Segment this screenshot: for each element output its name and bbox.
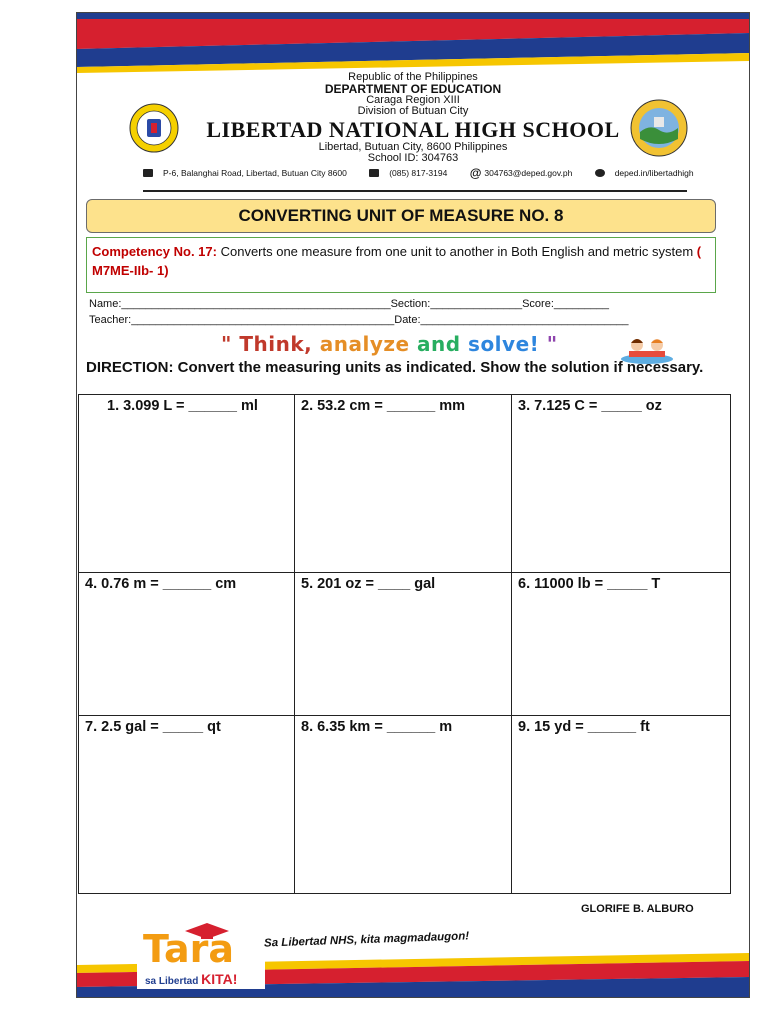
republic-line: Republic of the Philippines	[348, 71, 478, 83]
motto-part: " Think,	[221, 332, 313, 356]
name-field[interactable]: Name:____________________________________________	[89, 298, 391, 310]
phone-icon	[369, 169, 379, 177]
competency-box	[86, 237, 716, 293]
competency-text: Converts one measure from one unit to another in Both English and metric system	[216, 244, 694, 259]
department-line: DEPARTMENT OF EDUCATION	[324, 82, 502, 96]
problem-cell[interactable]: 6. 11000 lb = _____ T	[512, 573, 730, 716]
contact-email: @ 304763@deped.gov.ph	[469, 166, 573, 180]
logo-tara-text: Tara	[143, 927, 235, 971]
school-seal-icon	[630, 99, 688, 157]
info-row-1	[89, 298, 609, 310]
competency-label: Competency No. 17:	[92, 244, 217, 259]
school-id: School ID: 304763	[367, 152, 459, 164]
score-field[interactable]: Score:_________	[522, 298, 609, 310]
competency-code: ( M7ME-IIb- 1)	[92, 244, 702, 278]
problem-cell[interactable]: 8. 6.35 km = ______ m	[295, 716, 512, 893]
footer-tagline: Sa Libertad NHS, kita magmadaugon!	[263, 930, 470, 950]
school-name: LIBERTAD NATIONAL HIGH SCHOOL	[206, 117, 620, 142]
direction-text	[86, 359, 741, 376]
problem-cell[interactable]: 7. 2.5 gal = _____ qt	[79, 716, 295, 893]
logo-sub-text: sa Libertad KITA!	[145, 971, 238, 987]
problem-cell[interactable]: 3. 7.125 C = _____ oz	[512, 395, 730, 573]
tara-logo	[137, 919, 265, 989]
region-line: Caraga Region XIII	[366, 94, 460, 106]
teacher-field[interactable]: Teacher:___________________________________________	[89, 314, 395, 326]
direction-label: DIRECTION	[86, 359, 169, 376]
contact-line	[143, 166, 703, 180]
problem-cell[interactable]: 4. 0.76 m = ______ cm	[79, 573, 295, 716]
info-row-2	[89, 314, 629, 326]
contact-phone: (085) 817-3194	[369, 168, 457, 179]
worksheet-page	[76, 12, 750, 998]
motto-part: and	[409, 332, 461, 356]
author-name: GLORIFE B. ALBURO	[581, 903, 694, 915]
problem-cell[interactable]: 2. 53.2 cm = ______ mm	[295, 395, 512, 573]
contact-web: deped.in/libertadhigh	[595, 168, 704, 179]
direction-body: : Convert the measuring units as indicated. Show the solution if necessary.	[168, 359, 704, 376]
motto	[221, 332, 558, 356]
header-stripes	[77, 13, 749, 73]
section-field[interactable]: Section:_______________	[390, 298, 523, 310]
problem-cell[interactable]: 1. 3.099 L = ______ ml	[79, 395, 295, 573]
header-divider	[143, 190, 687, 192]
worksheet-title: CONVERTING UNIT OF MEASURE NO. 8	[86, 199, 716, 233]
problems-grid	[78, 394, 731, 894]
division-line: Division of Butuan City	[357, 105, 469, 117]
date-field[interactable]: Date:__________________________________	[394, 314, 629, 326]
globe-icon	[595, 169, 605, 177]
school-address: Libertad, Butuan City, 8600 Philippines	[318, 141, 508, 153]
deped-seal-icon	[129, 103, 179, 153]
problem-cell[interactable]: 5. 201 oz = ____ gal	[295, 573, 512, 716]
envelope-icon	[143, 169, 153, 177]
contact-address: P-6, Balanghai Road, Libertad, Butuan City 8600	[143, 168, 357, 179]
motto-part: analyze	[312, 332, 410, 356]
motto-part: solve!	[460, 332, 540, 356]
at-icon: @	[469, 166, 482, 180]
problem-cell[interactable]: 9. 15 yd = ______ ft	[518, 719, 650, 735]
motto-part: "	[539, 332, 558, 356]
